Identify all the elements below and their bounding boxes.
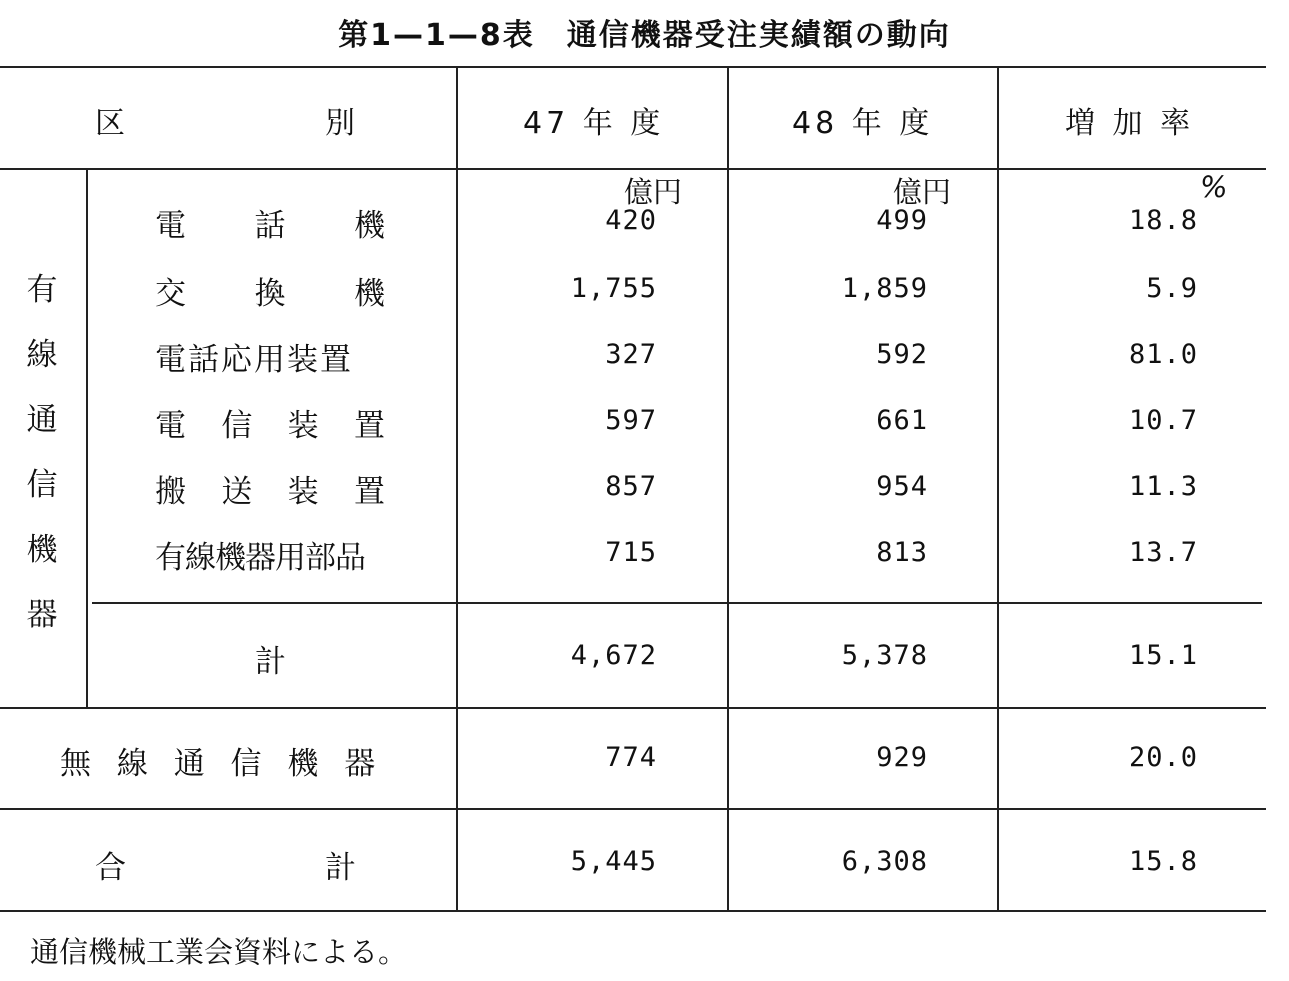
cell-growth: 13.7 xyxy=(1128,537,1198,568)
subtotal-label: 計 xyxy=(255,644,286,680)
wireless-fy47: 774 xyxy=(605,742,657,773)
subtotal-growth: 15.1 xyxy=(1128,640,1198,671)
header-fy47: 47 年 度 xyxy=(523,106,665,141)
cell-growth: 18.8 xyxy=(1128,205,1198,236)
header-growth: 増 加 率 xyxy=(1065,106,1195,141)
cell-fy48: 813 xyxy=(876,537,928,568)
rule-col-2 xyxy=(727,66,729,910)
rule-top xyxy=(0,66,1266,68)
cell-fy48: 954 xyxy=(876,471,928,502)
unit-growth: % xyxy=(1200,170,1228,204)
cell-fy48: 499 xyxy=(876,205,928,236)
wireless-fy48: 929 xyxy=(876,742,928,773)
group-label-char: 通 xyxy=(26,402,58,438)
cell-fy48: 1,859 xyxy=(841,273,928,304)
total-fy48: 6,308 xyxy=(841,846,928,877)
group-label-char: 有 xyxy=(26,272,58,308)
wireless-growth: 20.0 xyxy=(1128,742,1198,773)
cell-growth: 10.7 xyxy=(1128,405,1198,436)
cell-fy48: 661 xyxy=(876,405,928,436)
subtotal-fy48: 5,378 xyxy=(841,640,928,671)
rule-group xyxy=(86,168,88,707)
cell-fy47: 597 xyxy=(605,405,657,436)
group-label-char: 機 xyxy=(26,532,58,568)
rule-wired-bottom xyxy=(0,707,1266,709)
row-label-parts: 有線機器用部品 xyxy=(155,540,365,576)
group-label xyxy=(22,258,62,648)
unit-fy48: 億円 xyxy=(893,175,952,209)
row-label-carrier: 搬 送 装 置 xyxy=(155,474,385,510)
total-label-right: 計 xyxy=(325,850,356,886)
cell-fy47: 420 xyxy=(605,205,657,236)
cell-fy48: 592 xyxy=(876,339,928,370)
total-label-left: 合 xyxy=(95,850,126,886)
unit-fy47: 億円 xyxy=(624,175,683,209)
group-label-char: 線 xyxy=(26,337,58,373)
header-fy48: 48 年 度 xyxy=(792,106,934,141)
cell-fy47: 327 xyxy=(605,339,657,370)
cell-growth: 11.3 xyxy=(1128,471,1198,502)
cell-growth: 81.0 xyxy=(1128,339,1198,370)
table-title: 第1—1—8表 通信機器受注実績額の動向 xyxy=(338,18,951,53)
cell-fy47: 715 xyxy=(605,537,657,568)
footnote: 通信機械工業会資料による。 xyxy=(30,935,408,969)
row-label-telegraph: 電 信 装 置 xyxy=(155,408,385,444)
cell-growth: 5.9 xyxy=(1146,273,1198,304)
row-label-exchange: 交 換 機 xyxy=(155,276,385,312)
total-growth: 15.8 xyxy=(1128,846,1198,877)
cell-fy47: 857 xyxy=(605,471,657,502)
header-category-left: 区 xyxy=(95,106,125,141)
row-label-telephone-applied: 電話応用装置 xyxy=(155,342,353,378)
cell-fy47: 1,755 xyxy=(570,273,657,304)
header-category-right: 別 xyxy=(325,106,355,141)
wireless-label: 無 線 通 信 機 器 xyxy=(60,746,384,782)
rule-col-1 xyxy=(456,66,458,910)
group-label-char: 信 xyxy=(26,467,58,503)
total-fy47: 5,445 xyxy=(570,846,657,877)
group-label-char: 器 xyxy=(26,597,58,633)
subtotal-fy47: 4,672 xyxy=(570,640,657,671)
row-label-telephone: 電 話 機 xyxy=(155,208,385,244)
rule-wireless-bottom xyxy=(0,808,1266,810)
rule-subtotal xyxy=(92,602,1262,604)
rule-bottom xyxy=(0,910,1266,912)
rule-col-3 xyxy=(997,66,999,910)
